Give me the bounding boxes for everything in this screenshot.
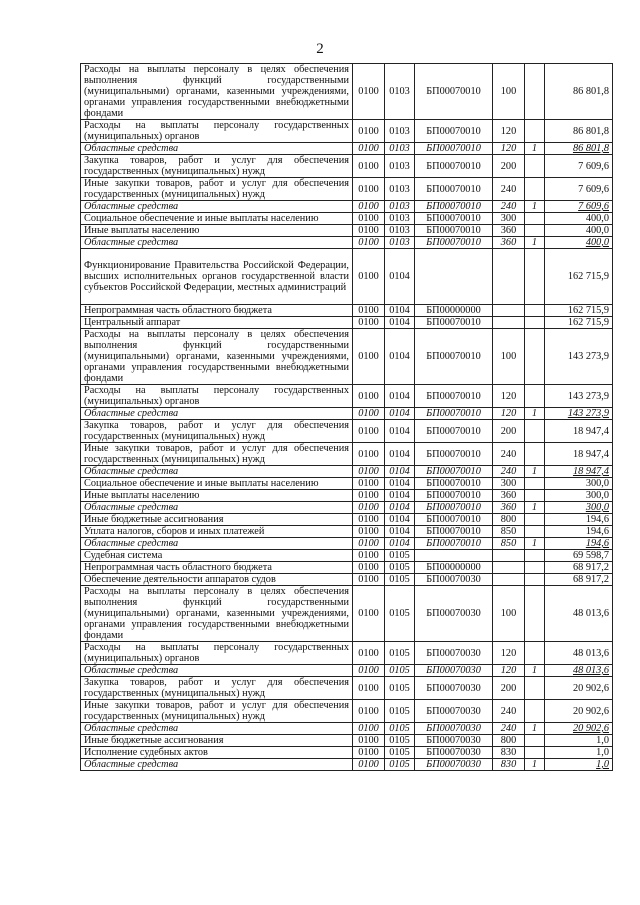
section-code: 0100 (353, 642, 385, 665)
amount: 162 715,9 (545, 305, 613, 317)
row-name: Социальное обеспечение и иные выплаты населению (81, 478, 353, 490)
section-code: 0100 (353, 178, 385, 201)
expense-type-code: 360 (493, 490, 525, 502)
target-article-code: БП00070010 (415, 466, 493, 478)
funding-source-code (525, 642, 545, 665)
expense-type-code: 300 (493, 478, 525, 490)
amount: 18 947,4 (545, 443, 613, 466)
funding-source-code (525, 490, 545, 502)
subsection-code: 0103 (385, 64, 415, 120)
subsection-code: 0104 (385, 490, 415, 502)
table-row (81, 408, 613, 420)
section-code: 0100 (353, 700, 385, 723)
row-name: Судебная система (81, 550, 353, 562)
funding-source-code (525, 700, 545, 723)
amount: 1,0 (545, 759, 613, 771)
expense-type-code: 120 (493, 143, 525, 155)
section-code: 0100 (353, 723, 385, 735)
amount: 48 013,6 (545, 586, 613, 642)
section-code: 0100 (353, 550, 385, 562)
funding-source-code: 1 (525, 408, 545, 420)
amount: 20 902,6 (545, 677, 613, 700)
subsection-code: 0104 (385, 526, 415, 538)
subsection-code: 0103 (385, 143, 415, 155)
table-row (81, 385, 613, 408)
expense-type-code: 120 (493, 408, 525, 420)
subsection-code: 0105 (385, 759, 415, 771)
subsection-code: 0105 (385, 642, 415, 665)
funding-source-code (525, 249, 545, 305)
funding-source-code (525, 420, 545, 443)
target-article-code: БП00070010 (415, 143, 493, 155)
amount: 1,0 (545, 735, 613, 747)
subsection-code: 0103 (385, 213, 415, 225)
expense-type-code: 100 (493, 64, 525, 120)
expense-type-code: 200 (493, 155, 525, 178)
row-name: Непрограммная часть областного бюджета (81, 562, 353, 574)
subsection-code: 0105 (385, 562, 415, 574)
expense-type-code: 850 (493, 538, 525, 550)
funding-source-code (525, 562, 545, 574)
funding-source-code (525, 526, 545, 538)
section-code: 0100 (353, 502, 385, 514)
funding-source-code: 1 (525, 143, 545, 155)
amount: 7 609,6 (545, 178, 613, 201)
funding-source-code (525, 478, 545, 490)
amount: 20 902,6 (545, 700, 613, 723)
target-article-code: БП00070010 (415, 526, 493, 538)
expense-type-code: 100 (493, 329, 525, 385)
target-article-code: БП00070010 (415, 538, 493, 550)
target-article-code: БП00070010 (415, 64, 493, 120)
row-name: Иные закупки товаров, работ и услуг для обеспечения государственных (муниципальных) нужд (81, 443, 353, 466)
target-article-code: БП00070030 (415, 677, 493, 700)
subsection-code: 0103 (385, 120, 415, 143)
table-row (81, 64, 613, 120)
table-row (81, 317, 613, 329)
expense-type-code: 850 (493, 526, 525, 538)
amount: 48 013,6 (545, 642, 613, 665)
section-code: 0100 (353, 120, 385, 143)
amount: 400,0 (545, 237, 613, 249)
row-name: Расходы на выплаты персоналу в целях обеспечения выполнения функций государственными (муниципальными) органами, казенными учреждениями, органами управления государственными внебюджетными фондами (81, 64, 353, 120)
section-code: 0100 (353, 201, 385, 213)
table-row (81, 120, 613, 143)
funding-source-code (525, 305, 545, 317)
subsection-code: 0105 (385, 723, 415, 735)
row-name: Уплата налогов, сборов и иных платежей (81, 526, 353, 538)
funding-source-code (525, 155, 545, 178)
expense-type-code: 360 (493, 237, 525, 249)
target-article-code: БП00070010 (415, 514, 493, 526)
target-article-code: БП00070010 (415, 478, 493, 490)
amount: 1,0 (545, 747, 613, 759)
amount: 7 609,6 (545, 155, 613, 178)
section-code: 0100 (353, 526, 385, 538)
budget-table (80, 63, 613, 771)
funding-source-code: 1 (525, 759, 545, 771)
target-article-code: БП00070010 (415, 237, 493, 249)
section-code: 0100 (353, 665, 385, 677)
expense-type-code: 200 (493, 420, 525, 443)
target-article-code: БП00070010 (415, 408, 493, 420)
funding-source-code: 1 (525, 538, 545, 550)
amount: 68 917,2 (545, 574, 613, 586)
funding-source-code: 1 (525, 723, 545, 735)
row-name: Областные средства (81, 237, 353, 249)
section-code: 0100 (353, 237, 385, 249)
section-code: 0100 (353, 329, 385, 385)
subsection-code: 0104 (385, 408, 415, 420)
table-row (81, 735, 613, 747)
row-name: Областные средства (81, 466, 353, 478)
target-article-code (415, 249, 493, 305)
funding-source-code (525, 213, 545, 225)
table-row (81, 443, 613, 466)
funding-source-code (525, 329, 545, 385)
table-row (81, 420, 613, 443)
row-name: Областные средства (81, 665, 353, 677)
subsection-code: 0103 (385, 237, 415, 249)
row-name: Областные средства (81, 143, 353, 155)
amount: 86 801,8 (545, 143, 613, 155)
expense-type-code (493, 562, 525, 574)
row-name: Расходы на выплаты персоналу государственных (муниципальных) органов (81, 642, 353, 665)
target-article-code (415, 550, 493, 562)
section-code: 0100 (353, 64, 385, 120)
funding-source-code (525, 514, 545, 526)
table-row (81, 305, 613, 317)
funding-source-code: 1 (525, 665, 545, 677)
table-row (81, 155, 613, 178)
section-code: 0100 (353, 305, 385, 317)
funding-source-code (525, 64, 545, 120)
target-article-code: БП00070010 (415, 443, 493, 466)
funding-source-code: 1 (525, 502, 545, 514)
section-code: 0100 (353, 747, 385, 759)
funding-source-code (525, 385, 545, 408)
amount: 194,6 (545, 538, 613, 550)
table-row (81, 514, 613, 526)
section-code: 0100 (353, 249, 385, 305)
row-name: Иные выплаты населению (81, 490, 353, 502)
table-row (81, 723, 613, 735)
table-row (81, 213, 613, 225)
expense-type-code: 240 (493, 201, 525, 213)
subsection-code: 0104 (385, 466, 415, 478)
amount: 300,0 (545, 490, 613, 502)
expense-type-code: 830 (493, 747, 525, 759)
amount: 194,6 (545, 526, 613, 538)
row-name: Областные средства (81, 759, 353, 771)
funding-source-code (525, 747, 545, 759)
expense-type-code (493, 574, 525, 586)
expense-type-code: 800 (493, 514, 525, 526)
row-name: Иные закупки товаров, работ и услуг для обеспечения государственных (муниципальных) нужд (81, 700, 353, 723)
amount: 162 715,9 (545, 249, 613, 305)
target-article-code: БП00070010 (415, 120, 493, 143)
expense-type-code: 240 (493, 443, 525, 466)
row-name: Расходы на выплаты персоналу государственных (муниципальных) органов (81, 120, 353, 143)
amount: 143 273,9 (545, 408, 613, 420)
section-code: 0100 (353, 225, 385, 237)
section-code: 0100 (353, 213, 385, 225)
subsection-code: 0105 (385, 747, 415, 759)
expense-type-code: 200 (493, 677, 525, 700)
target-article-code: БП00070010 (415, 213, 493, 225)
row-name: Областные средства (81, 408, 353, 420)
amount: 48 013,6 (545, 665, 613, 677)
table-body (81, 64, 613, 771)
row-name: Закупка товаров, работ и услуг для обеспечения государственных (муниципальных) нужд (81, 420, 353, 443)
amount: 68 917,2 (545, 562, 613, 574)
table-row (81, 249, 613, 305)
target-article-code: БП00070030 (415, 574, 493, 586)
target-article-code: БП00070030 (415, 735, 493, 747)
amount: 86 801,8 (545, 120, 613, 143)
amount: 194,6 (545, 514, 613, 526)
subsection-code: 0103 (385, 178, 415, 201)
target-article-code: БП00070010 (415, 329, 493, 385)
table-row (81, 665, 613, 677)
target-article-code: БП00070010 (415, 317, 493, 329)
table-row (81, 225, 613, 237)
amount: 20 902,6 (545, 723, 613, 735)
table-row (81, 466, 613, 478)
amount: 400,0 (545, 213, 613, 225)
row-name: Иные выплаты населению (81, 225, 353, 237)
target-article-code: БП00070010 (415, 201, 493, 213)
subsection-code: 0103 (385, 201, 415, 213)
table-row (81, 700, 613, 723)
row-name: Непрограммная часть областного бюджета (81, 305, 353, 317)
amount: 143 273,9 (545, 385, 613, 408)
subsection-code: 0104 (385, 385, 415, 408)
funding-source-code: 1 (525, 237, 545, 249)
row-name: Закупка товаров, работ и услуг для обеспечения государственных (муниципальных) нужд (81, 155, 353, 178)
target-article-code: БП00070010 (415, 178, 493, 201)
row-name: Областные средства (81, 723, 353, 735)
amount: 18 947,4 (545, 420, 613, 443)
row-name: Иные закупки товаров, работ и услуг для обеспечения государственных (муниципальных) нужд (81, 178, 353, 201)
subsection-code: 0103 (385, 225, 415, 237)
amount: 86 801,8 (545, 64, 613, 120)
funding-source-code (525, 677, 545, 700)
funding-source-code: 1 (525, 466, 545, 478)
row-name: Исполнение судебных актов (81, 747, 353, 759)
row-name: Областные средства (81, 538, 353, 550)
row-name: Расходы на выплаты персоналу в целях обеспечения выполнения функций государственными (муниципальными) органами, казенными учреждениями, органами управления государственными внебюджетными фондами (81, 329, 353, 385)
subsection-code: 0104 (385, 317, 415, 329)
target-article-code: БП00000000 (415, 305, 493, 317)
row-name: Функционирование Правительства Российской Федерации, высших исполнительных органов государственной власти субъектов Российской Федерации, местных администраций (81, 249, 353, 305)
target-article-code: БП00070030 (415, 642, 493, 665)
row-name: Обеспечение деятельности аппаратов судов (81, 574, 353, 586)
subsection-code: 0104 (385, 249, 415, 305)
funding-source-code (525, 586, 545, 642)
subsection-code: 0105 (385, 665, 415, 677)
row-name: Областные средства (81, 502, 353, 514)
subsection-code: 0105 (385, 700, 415, 723)
section-code: 0100 (353, 478, 385, 490)
row-name: Областные средства (81, 201, 353, 213)
target-article-code: БП00070030 (415, 586, 493, 642)
row-name: Социальное обеспечение и иные выплаты населению (81, 213, 353, 225)
amount: 400,0 (545, 225, 613, 237)
table-row (81, 502, 613, 514)
expense-type-code: 100 (493, 586, 525, 642)
table-row (81, 526, 613, 538)
expense-type-code: 360 (493, 225, 525, 237)
expense-type-code: 120 (493, 385, 525, 408)
page-number: 2 (316, 41, 324, 57)
section-code: 0100 (353, 677, 385, 700)
target-article-code: БП00070030 (415, 747, 493, 759)
expense-type-code (493, 249, 525, 305)
table-row (81, 178, 613, 201)
subsection-code: 0105 (385, 574, 415, 586)
row-name: Иные бюджетные ассигнования (81, 735, 353, 747)
amount: 143 273,9 (545, 329, 613, 385)
amount: 18 947,4 (545, 466, 613, 478)
table-row (81, 329, 613, 385)
table-row (81, 574, 613, 586)
table-row (81, 586, 613, 642)
subsection-code: 0104 (385, 502, 415, 514)
table-row (81, 562, 613, 574)
table-row (81, 478, 613, 490)
subsection-code: 0105 (385, 735, 415, 747)
subsection-code: 0104 (385, 478, 415, 490)
row-name: Закупка товаров, работ и услуг для обеспечения государственных (муниципальных) нужд (81, 677, 353, 700)
section-code: 0100 (353, 155, 385, 178)
target-article-code: БП00070010 (415, 225, 493, 237)
row-name: Иные бюджетные ассигнования (81, 514, 353, 526)
expense-type-code (493, 305, 525, 317)
section-code: 0100 (353, 759, 385, 771)
funding-source-code (525, 178, 545, 201)
funding-source-code (525, 120, 545, 143)
section-code: 0100 (353, 466, 385, 478)
table-row (81, 642, 613, 665)
section-code: 0100 (353, 317, 385, 329)
funding-source-code (525, 317, 545, 329)
expense-type-code: 240 (493, 700, 525, 723)
subsection-code: 0104 (385, 538, 415, 550)
row-name: Расходы на выплаты персоналу в целях обеспечения выполнения функций государственными (муниципальными) органами, казенными учреждениями, органами управления государственными внебюджетными фондами (81, 586, 353, 642)
section-code: 0100 (353, 514, 385, 526)
section-code: 0100 (353, 538, 385, 550)
expense-type-code (493, 550, 525, 562)
funding-source-code (525, 735, 545, 747)
funding-source-code (525, 225, 545, 237)
subsection-code: 0105 (385, 550, 415, 562)
expense-type-code: 830 (493, 759, 525, 771)
row-name: Центральный аппарат (81, 317, 353, 329)
subsection-code: 0104 (385, 420, 415, 443)
amount: 7 609,6 (545, 201, 613, 213)
table-row (81, 747, 613, 759)
expense-type-code: 300 (493, 213, 525, 225)
row-name: Расходы на выплаты персоналу государственных (муниципальных) органов (81, 385, 353, 408)
table-row (81, 143, 613, 155)
subsection-code: 0105 (385, 586, 415, 642)
expense-type-code: 240 (493, 723, 525, 735)
table-row (81, 237, 613, 249)
target-article-code: БП00070010 (415, 155, 493, 178)
section-code: 0100 (353, 420, 385, 443)
funding-source-code (525, 443, 545, 466)
funding-source-code (525, 550, 545, 562)
amount: 69 598,7 (545, 550, 613, 562)
table-row (81, 759, 613, 771)
section-code: 0100 (353, 490, 385, 502)
subsection-code: 0104 (385, 329, 415, 385)
funding-source-code: 1 (525, 201, 545, 213)
subsection-code: 0104 (385, 443, 415, 466)
section-code: 0100 (353, 586, 385, 642)
table-row (81, 677, 613, 700)
expense-type-code: 240 (493, 466, 525, 478)
expense-type-code: 240 (493, 178, 525, 201)
target-article-code: БП00070010 (415, 420, 493, 443)
target-article-code: БП00000000 (415, 562, 493, 574)
target-article-code: БП00070010 (415, 502, 493, 514)
subsection-code: 0103 (385, 155, 415, 178)
section-code: 0100 (353, 385, 385, 408)
section-code: 0100 (353, 408, 385, 420)
expense-type-code: 360 (493, 502, 525, 514)
expense-type-code: 120 (493, 665, 525, 677)
section-code: 0100 (353, 443, 385, 466)
funding-source-code (525, 574, 545, 586)
expense-type-code: 120 (493, 120, 525, 143)
section-code: 0100 (353, 735, 385, 747)
table-row (81, 201, 613, 213)
target-article-code: БП00070030 (415, 700, 493, 723)
section-code: 0100 (353, 562, 385, 574)
subsection-code: 0104 (385, 514, 415, 526)
amount: 162 715,9 (545, 317, 613, 329)
subsection-code: 0104 (385, 305, 415, 317)
amount: 300,0 (545, 478, 613, 490)
expense-type-code (493, 317, 525, 329)
amount: 300,0 (545, 502, 613, 514)
table-row (81, 538, 613, 550)
table-row (81, 550, 613, 562)
target-article-code: БП00070030 (415, 723, 493, 735)
section-code: 0100 (353, 143, 385, 155)
table-row (81, 490, 613, 502)
target-article-code: БП00070030 (415, 665, 493, 677)
expense-type-code: 800 (493, 735, 525, 747)
expense-type-code: 120 (493, 642, 525, 665)
target-article-code: БП00070010 (415, 490, 493, 502)
subsection-code: 0105 (385, 677, 415, 700)
target-article-code: БП00070030 (415, 759, 493, 771)
target-article-code: БП00070010 (415, 385, 493, 408)
section-code: 0100 (353, 574, 385, 586)
